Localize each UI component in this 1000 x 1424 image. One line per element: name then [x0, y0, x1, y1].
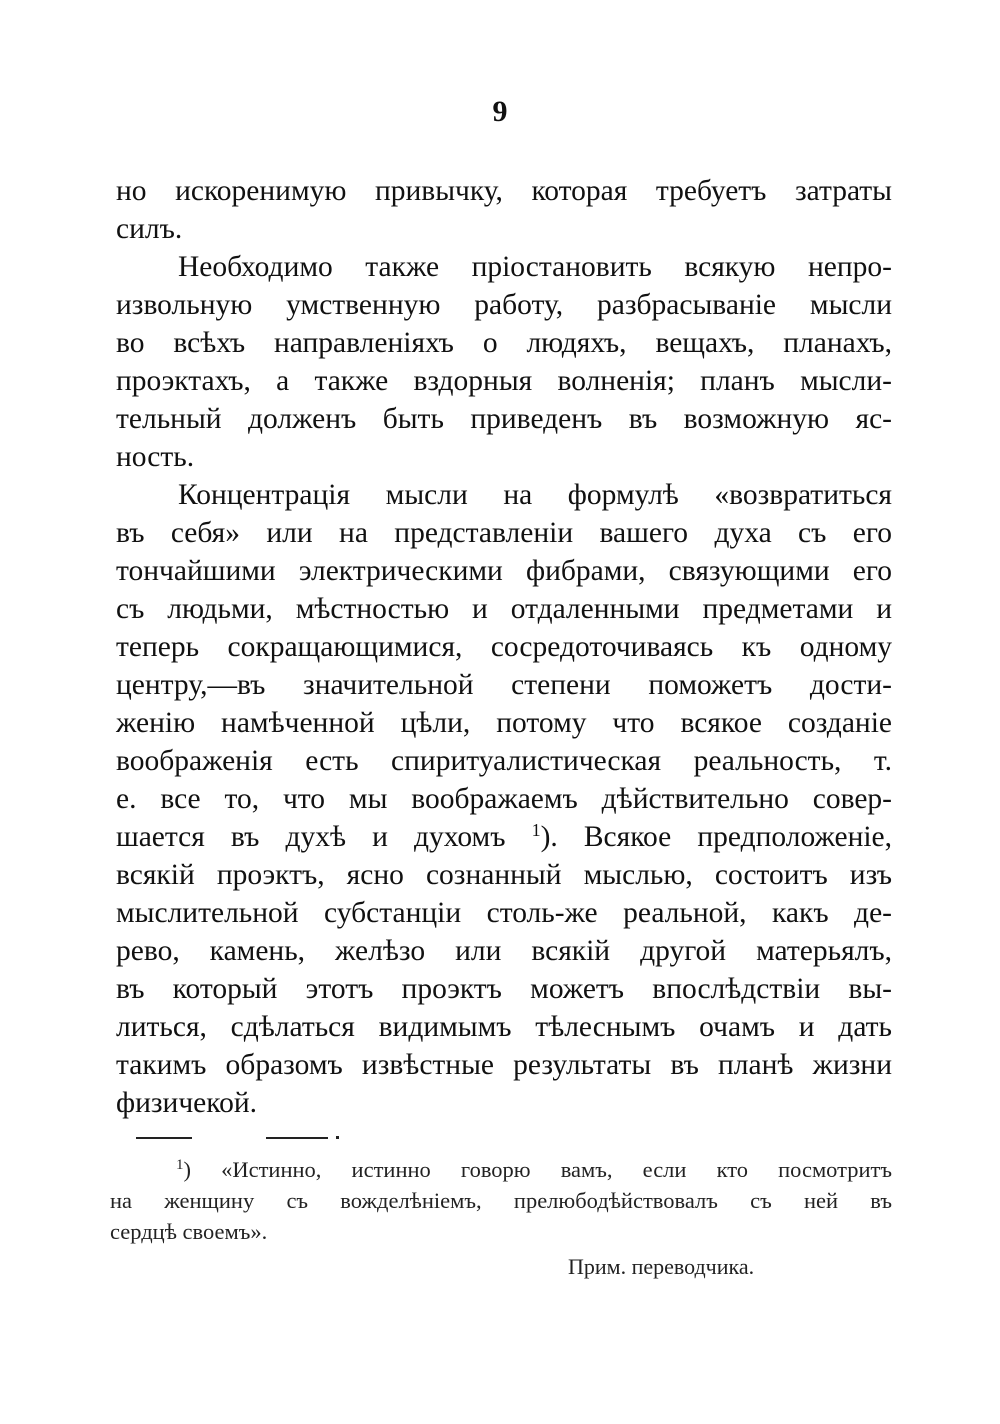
- paragraph-first-line: Концентрація мысли на формулѣ «возвратиться: [178, 479, 892, 511]
- footnote-separator: [136, 1137, 192, 1139]
- text-line: въ который этотъ проэктъ можетъ впослѣдствіи вы-: [116, 973, 892, 1005]
- footnote-reference[interactable]: 1: [531, 820, 541, 840]
- text-segment: ). Всякое предположеніе,: [540, 821, 893, 853]
- text-line: тельный долженъ быть приведенъ въ возможную яс-: [116, 403, 892, 435]
- page-number: 9: [492, 95, 508, 128]
- footnote-text: ) «Истинно, истинно говорю вамъ, если кто посмотритъ: [183, 1157, 892, 1182]
- translator-note: Прим. переводчика.: [568, 1254, 755, 1279]
- footnote-separator: [266, 1137, 328, 1139]
- footnote-marker: 1: [176, 1157, 184, 1173]
- text-line: физичекой.: [116, 1087, 258, 1119]
- text-line: силъ.: [116, 213, 183, 245]
- text-line: проэктахъ, а также вздорныя волненія; планъ мысли-: [116, 365, 892, 397]
- footnote-line: сердцѣ своемъ».: [110, 1219, 268, 1244]
- footnote-separator-dot: [336, 1136, 339, 1139]
- text-line: тончайшими электрическими фибрами, связующими его: [116, 555, 892, 587]
- text-line: такимъ образомъ извѣстные результаты въ планѣ жизни: [116, 1049, 892, 1081]
- text-line-with-footnote-ref: [116, 818, 892, 856]
- text-line: мыслительной субстанціи столь-же реальной, какъ де-: [116, 897, 892, 929]
- text-line: воображенія есть спиритуалистическая реальность, т.: [116, 745, 892, 777]
- text-segment: шается въ духѣ и духомъ: [116, 821, 506, 853]
- text-line: съ людьми, мѣстностью и отдаленными предметами и: [116, 593, 892, 625]
- text-line: всякій проэктъ, ясно сознанный мыслью, состоитъ изъ: [116, 859, 892, 891]
- footnote-line: на женщину съ вожделѣніемъ, прелюбодѣйствовалъ съ ней въ: [110, 1188, 892, 1213]
- text-line: ность.: [116, 441, 195, 473]
- text-line: женію намѣченной цѣли, потому что всякое созданіе: [116, 707, 892, 739]
- paragraph-first-line: Необходимо также пріостановить всякую непро-: [178, 251, 892, 283]
- text-line: въ себя» или на представленіи вашего духа съ его: [116, 517, 892, 549]
- text-line: но искоренимую привычку, которая требуетъ затраты: [116, 175, 892, 207]
- text-line: е. все то, что мы воображаемъ дѣйствительно совер-: [116, 783, 892, 815]
- text-line: центру,—въ значительной степени поможетъ дости-: [116, 669, 892, 701]
- text-line: литься, сдѣлаться видимымъ тѣлеснымъ очамъ и дать: [116, 1011, 892, 1043]
- text-line: извольную умственную работу, разбрасываніе мысли: [116, 289, 892, 321]
- text-line: во всѣхъ направленіяхъ о людяхъ, вещахъ, планахъ,: [116, 327, 892, 359]
- text-line: теперь сокращающимися, сосредоточиваясь къ одному: [116, 631, 892, 663]
- footnote-line: [176, 1155, 892, 1185]
- text-line: рево, камень, желѣзо или всякій другой матерьялъ,: [116, 935, 892, 967]
